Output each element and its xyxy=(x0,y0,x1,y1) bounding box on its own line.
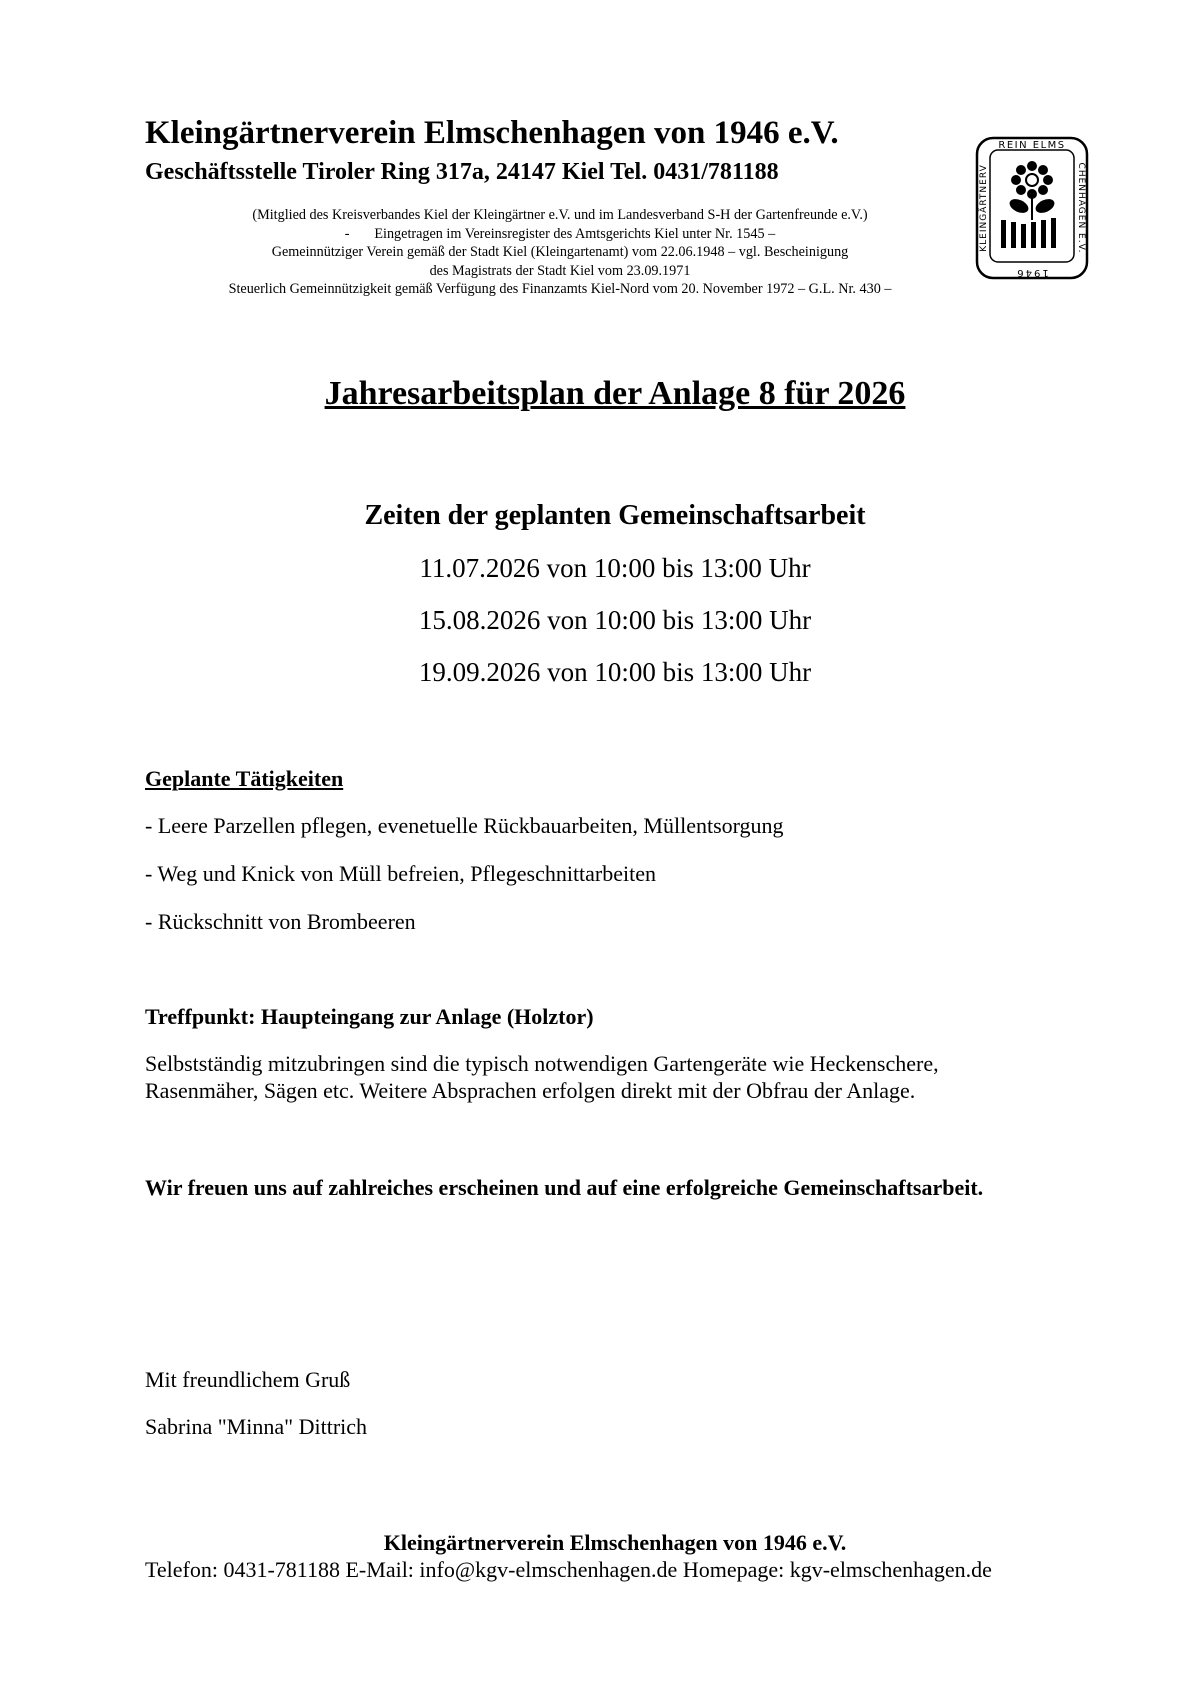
legal-line: (Mitglied des Kreisverbandes Kiel der Kleingärtner e.V. und im Landesverband S-H der Gartenfreunde e.V.) xyxy=(252,207,868,223)
greeting: Mit freundlichem Gruß xyxy=(145,1367,351,1392)
footer-org-name: Kleingärtnerverein Elmschenhagen von 1946 e.V. xyxy=(383,1530,847,1555)
seal-text-top: REIN ELMS xyxy=(998,140,1066,151)
schedule-heading: Zeiten der geplanten Gemeinschaftsarbeit xyxy=(364,500,866,531)
equipment-text-line: Selbstständig mitzubringen sind die typisch notwendigen Gartengeräte wie Heckenschere, xyxy=(145,1051,939,1076)
seal-text-left: KLEINGÄRTNERV xyxy=(979,164,989,252)
schedule-date: 15.08.2026 von 10:00 bis 13:00 Uhr xyxy=(418,605,812,635)
signatory: Sabrina "Minna" Dittrich xyxy=(145,1414,368,1439)
page-title: Jahresarbeitsplan der Anlage 8 für 2026 xyxy=(324,375,906,412)
seal-text-right: CHENHAGEN E.V. xyxy=(1076,162,1086,254)
letterhead-org-name: Kleingärtnerverein Elmschenhagen von 1946 e.V. xyxy=(145,115,839,151)
activity-item: - Leere Parzellen pflegen, evenetuelle Rückbauarbeiten, Müllentsorgung xyxy=(145,813,784,838)
legal-line: Steuerlich Gemeinnützigkeit gemäß Verfügung des Finanzamts Kiel-Nord vom 20. November 1972 – G.L. Nr. 430 – xyxy=(228,281,892,298)
activity-item: - Weg und Knick von Müll befreien, Pflegeschnittarbeiten xyxy=(145,861,657,886)
meeting-point: Treffpunkt: Haupteingang zur Anlage (Holztor) xyxy=(145,1004,594,1029)
letterhead-legal-notice xyxy=(170,206,950,299)
schedule-date: 19.09.2026 von 10:00 bis 13:00 Uhr xyxy=(418,657,812,687)
footer-contact: Telefon: 0431-781188 E-Mail: info@kgv-elmschenhagen.de Homepage: kgv-elmschenhagen.de xyxy=(145,1557,992,1582)
closing-remark: Wir freuen uns auf zahlreiches erscheinen und auf eine erfolgreiche Gemeinschaftsarbeit. xyxy=(145,1175,984,1200)
legal-line: Gemeinnütziger Verein gemäß der Stadt Kiel (Kleingartenamt) vom 22.06.1948 – vgl. Bescheinigung xyxy=(271,244,849,261)
activities-heading: Geplante Tätigkeiten xyxy=(145,766,344,791)
legal-line: des Magistrats der Stadt Kiel vom 23.09.1971 xyxy=(429,262,691,279)
schedule-date: 11.07.2026 von 10:00 bis 13:00 Uhr xyxy=(419,553,811,583)
seal-year: 1946 xyxy=(1015,267,1049,278)
letterhead-address: Geschäftsstelle Tiroler Ring 317a, 24147 Kiel Tel. 0431/781188 xyxy=(145,159,779,185)
legal-line: - Eingetragen im Vereinsregister des Amtsgerichts Kiel unter Nr. 1545 – xyxy=(344,225,776,242)
activity-item: - Rückschnitt von Brombeeren xyxy=(145,909,416,934)
equipment-text-line: Rasenmäher, Sägen etc. Weitere Absprachen erfolgen direkt mit der Obfrau der Anlage. xyxy=(145,1078,916,1103)
club-seal-icon xyxy=(975,136,1089,280)
